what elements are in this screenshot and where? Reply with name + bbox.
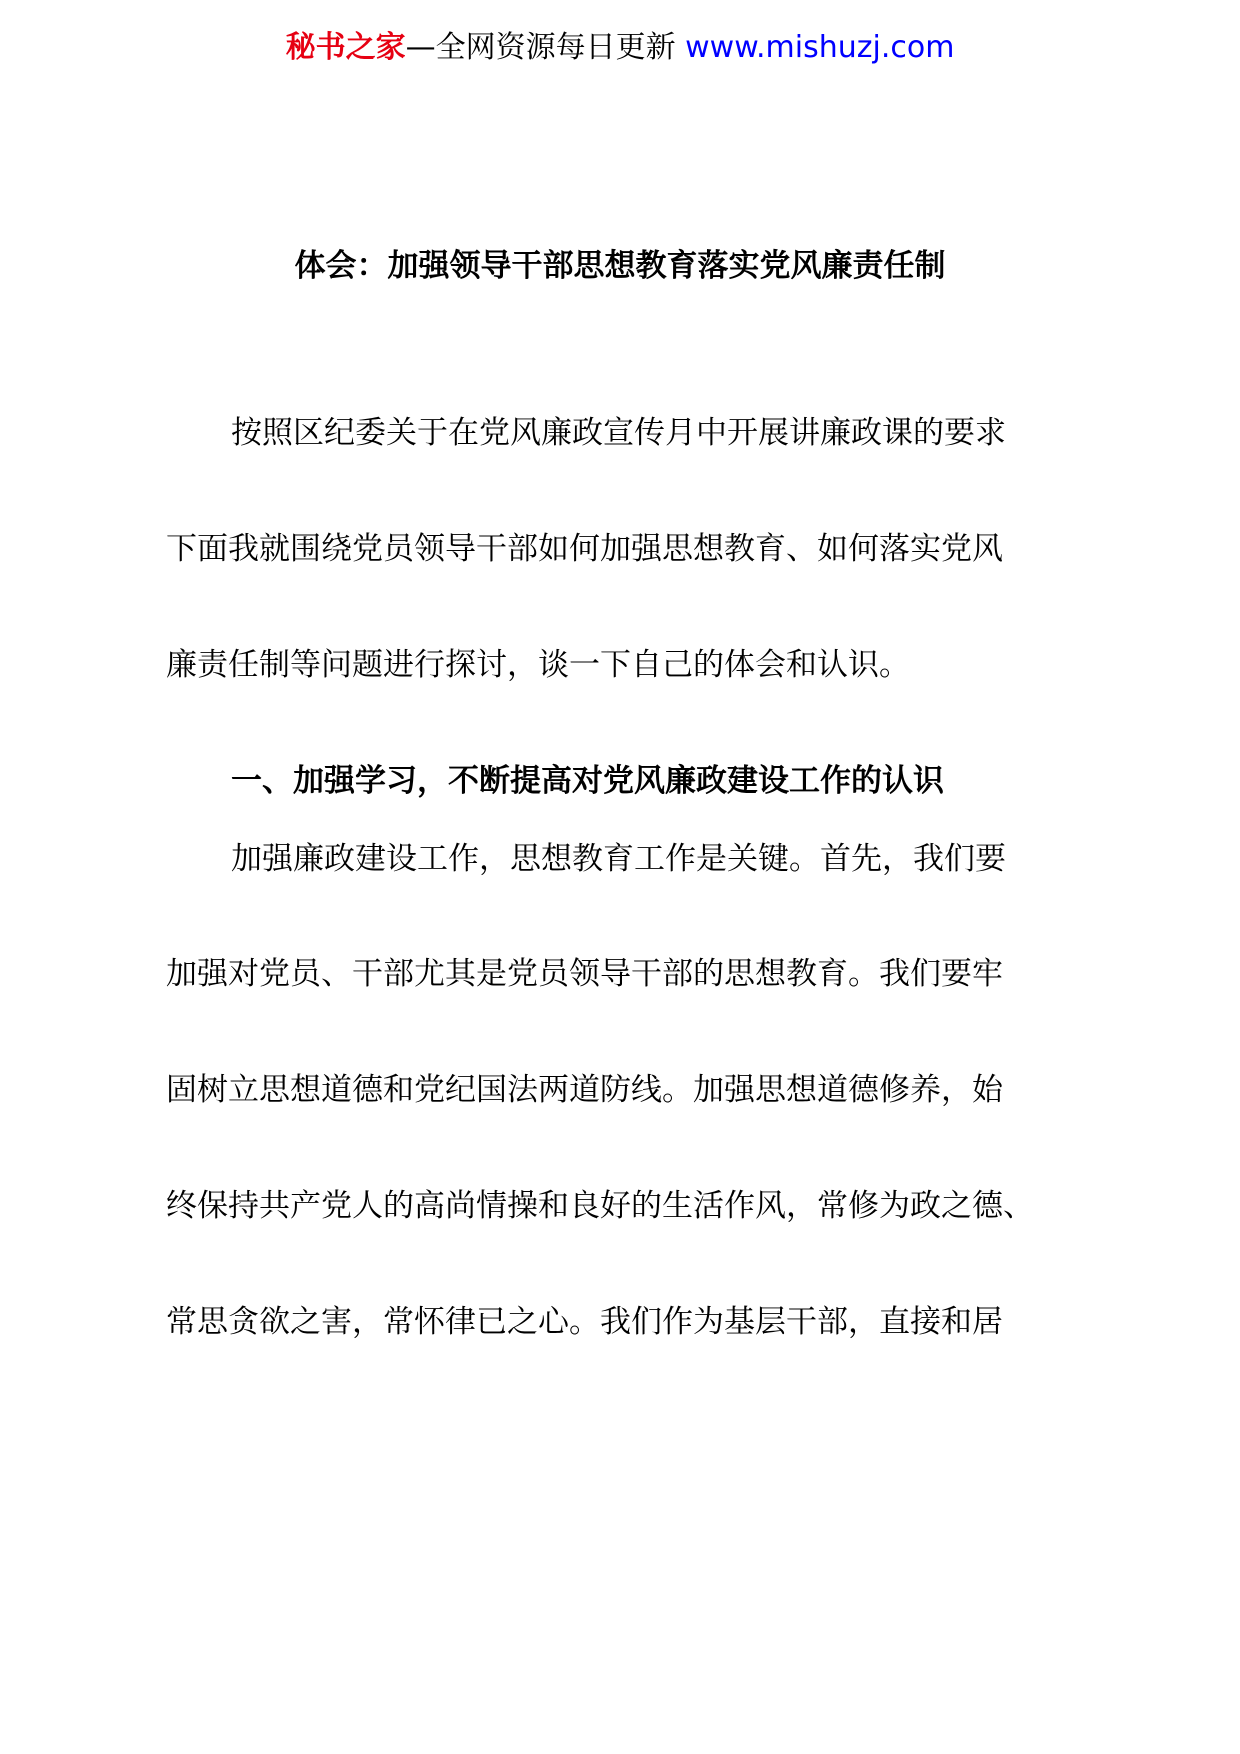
paragraph-line: 按照区纪委关于在党风廉政宣传月中开展讲廉政课的要求 <box>231 415 1006 451</box>
site-brand: 秘书之家 <box>285 30 406 65</box>
site-tagline: —全网资源每日更新 <box>405 30 676 65</box>
site-header <box>0 28 1240 68</box>
paragraph-line: 固树立思想道德和党纪国法两道防线。加强思想道德修养，始 <box>166 1072 1003 1108</box>
paragraph-line: 下面我就围绕党员领导干部如何加强思想教育、如何落实党风 <box>166 531 1003 567</box>
document-title: 体会：加强领导干部思想教育落实党风廉责任制 <box>294 248 946 284</box>
paragraph-line: 加强廉政建设工作，思想教育工作是关键。首先，我们要 <box>231 841 1006 877</box>
section-heading: 一、加强学习，不断提高对党风廉政建设工作的认识 <box>231 763 944 799</box>
paragraph-line: 加强对党员、干部尤其是党员领导干部的思想教育。我们要牢 <box>166 956 1003 992</box>
paragraph-line: 廉责任制等问题进行探讨，谈一下自己的体会和认识。 <box>166 647 910 683</box>
paragraph-line: 终保持共产党人的高尚情操和良好的生活作风，常修为政之德、 <box>166 1188 1034 1224</box>
site-url-link[interactable]: www.mishuzj.com <box>685 30 955 65</box>
paragraph-line: 常思贪欲之害，常怀律已之心。我们作为基层干部，直接和居 <box>166 1304 1003 1340</box>
